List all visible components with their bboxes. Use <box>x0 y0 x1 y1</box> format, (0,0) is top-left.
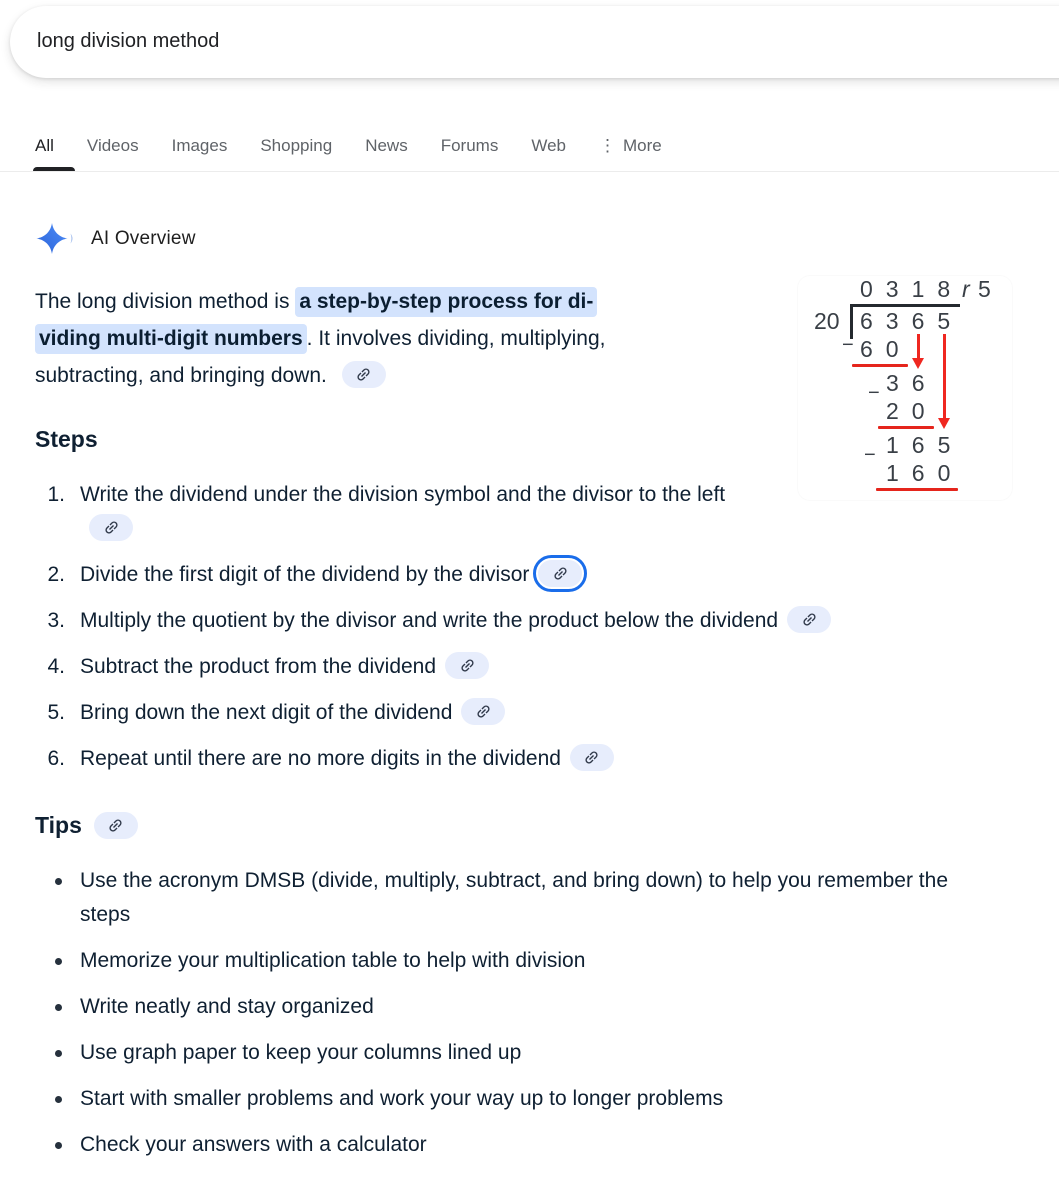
step-number: 4. <box>47 655 65 678</box>
tip-item-4 <box>35 1036 960 1070</box>
tips-list <box>35 864 960 1174</box>
citation-link-button[interactable] <box>570 744 614 771</box>
division-subtract-row-1: 60 <box>860 336 912 362</box>
active-tab-underline <box>33 167 75 171</box>
tab-all-label: All <box>35 135 54 155</box>
step-item-3 <box>35 604 831 638</box>
citation-link-button[interactable] <box>445 652 489 679</box>
tab-images[interactable]: Images <box>171 135 228 155</box>
citation-link-button-focused[interactable] <box>538 560 582 587</box>
division-remainder-value: 5 <box>978 276 991 302</box>
citation-link-button[interactable] <box>787 606 831 633</box>
ai-sparkle-icon <box>35 222 77 256</box>
division-underline-2 <box>878 426 934 429</box>
tab-all[interactable] <box>35 120 54 171</box>
division-subtract-row-2: 20 <box>886 398 938 424</box>
ai-overview-header <box>35 222 196 256</box>
step-number: 1. <box>47 483 65 506</box>
intro-text: . It involves dividing, multiplying, <box>306 327 606 350</box>
step-number: 2. <box>47 563 65 586</box>
steps-heading: Steps <box>35 426 98 452</box>
citation-link-button[interactable] <box>94 812 138 839</box>
ai-overview-summary <box>35 283 815 394</box>
bring-down-arrow-short <box>917 334 920 358</box>
step-item-5 <box>35 696 831 730</box>
division-underline-3 <box>876 488 958 491</box>
division-dividend: 6365 <box>860 308 964 334</box>
bullet-dot <box>55 1142 62 1149</box>
bullet-dot <box>55 958 62 965</box>
step-text: Multiply the quotient by the divisor and write the product below the dividend <box>80 609 779 632</box>
division-remainder-r: r <box>962 276 970 302</box>
bullet-dot <box>55 1050 62 1057</box>
step-number: 6. <box>47 747 65 770</box>
division-underline-1 <box>852 364 908 367</box>
tip-text: Start with smaller problems and work your way up to longer problems <box>80 1087 724 1110</box>
minus-sign: − <box>864 444 876 466</box>
citation-link-button[interactable] <box>89 514 133 541</box>
bullet-dot <box>55 1004 62 1011</box>
step-text: Repeat until there are no more digits in the dividend <box>80 747 561 770</box>
step-text: Write the dividend under the division symbol and the divisor to the left <box>80 483 726 506</box>
tip-item-1 <box>35 864 960 932</box>
step-number: 5. <box>47 701 65 724</box>
tip-item-5 <box>35 1082 960 1116</box>
division-bringdown-row-1: 36 <box>886 370 938 396</box>
step-item-1 <box>35 478 831 546</box>
tip-text: Write neatly and stay organized <box>80 995 374 1018</box>
step-number: 3. <box>47 609 65 632</box>
tab-forums[interactable]: Forums <box>440 135 499 155</box>
tab-news[interactable]: News <box>365 135 408 155</box>
long-division-image[interactable] <box>798 276 1012 500</box>
step-item-4 <box>35 650 831 684</box>
ai-overview-label: AI Overview <box>91 228 196 249</box>
tab-more[interactable]: ⋮ More <box>598 135 662 155</box>
tip-item-6 <box>35 1128 960 1162</box>
step-text: Bring down the next digit of the dividend <box>80 701 453 724</box>
bring-down-arrowhead-long <box>938 418 950 429</box>
vertical-dots-icon: ⋮ <box>598 136 616 155</box>
steps-list <box>35 478 831 788</box>
tip-text: Check your answers with a calculator <box>80 1133 427 1156</box>
bring-down-arrowhead-short <box>912 358 924 369</box>
bullet-dot <box>55 878 62 885</box>
intro-text: subtracting, and bringing down. <box>35 364 333 387</box>
bring-down-arrow-long <box>943 334 946 418</box>
tab-web[interactable]: Web <box>531 135 566 155</box>
tip-text: Use the acronym DMSB (divide, multiply, subtract, and bring down) to help you remember the steps <box>80 869 948 926</box>
minus-sign: − <box>868 382 880 404</box>
result-tabs <box>0 120 1059 172</box>
division-bringdown-row-2: 165 <box>886 432 964 458</box>
citation-link-button[interactable] <box>342 361 386 388</box>
step-item-2 <box>35 558 831 592</box>
search-input[interactable] <box>37 6 737 76</box>
tab-videos[interactable]: Videos <box>86 135 139 155</box>
division-vinculum <box>850 304 960 307</box>
tip-text: Memorize your multiplication table to help with division <box>80 949 586 972</box>
search-bar[interactable] <box>10 6 1059 78</box>
tip-text: Use graph paper to keep your columns lined up <box>80 1041 522 1064</box>
tip-item-2 <box>35 944 960 978</box>
highlighted-claim-line1: a step-by-step process for di- <box>295 287 597 317</box>
step-item-6 <box>35 742 831 776</box>
step-text: Divide the first digit of the dividend by the divisor <box>80 563 530 586</box>
division-divisor: 20 <box>814 308 840 334</box>
step-text: Subtract the product from the dividend <box>80 655 437 678</box>
tab-shopping[interactable]: Shopping <box>260 135 333 155</box>
tip-item-3 <box>35 990 960 1024</box>
division-quotient: 0318 <box>860 276 964 302</box>
tips-heading: Tips <box>35 812 82 838</box>
minus-sign: − <box>842 334 854 356</box>
bullet-dot <box>55 1096 62 1103</box>
highlighted-claim-line2: viding multi-digit numbers <box>35 324 307 354</box>
citation-link-button[interactable] <box>461 698 505 725</box>
division-subtract-row-3: 160 <box>886 460 964 486</box>
tips-heading-row <box>35 812 138 839</box>
intro-text: The long division method is <box>35 290 296 313</box>
